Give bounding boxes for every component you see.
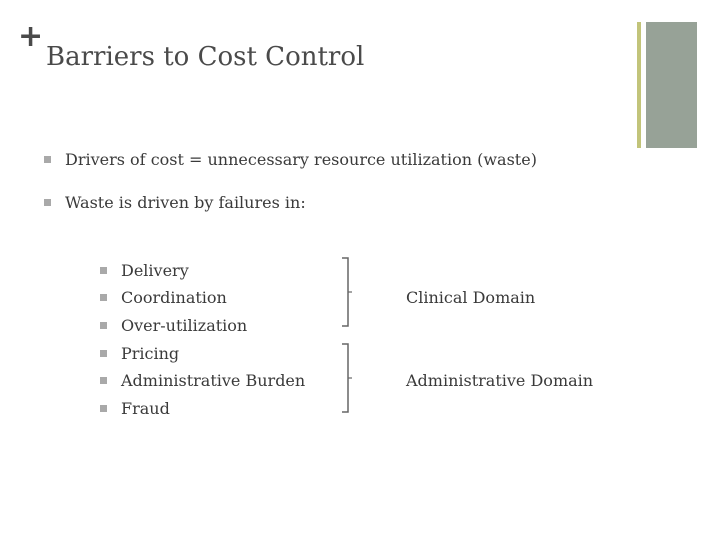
- bullet-square-icon: [100, 267, 107, 274]
- sub-bullet-delivery: [100, 261, 189, 280]
- clinical-domain-label: Clinical Domain: [406, 288, 536, 307]
- plus-icon: +: [18, 19, 44, 54]
- slide-title: Barriers to Cost Control: [46, 42, 365, 72]
- sub-bullet-text: Fraud: [121, 399, 170, 418]
- sub-bullet-text: Administrative Burden: [121, 371, 306, 390]
- bullet-square-icon: [44, 156, 51, 163]
- sub-bullet-text: Pricing: [121, 344, 180, 363]
- administrative-bracket-icon: [340, 342, 354, 414]
- sub-bullet-administrative-burden: [100, 371, 305, 390]
- sub-bullet-coordination: [100, 288, 227, 307]
- administrative-domain-label: Administrative Domain: [406, 371, 594, 390]
- bullet-waste-driven: [44, 193, 306, 212]
- bullet-square-icon: [44, 199, 51, 206]
- sub-bullet-over-utilization: [100, 316, 247, 335]
- bullet-text: Drivers of cost = unnecessary resource utilization (waste): [65, 150, 537, 169]
- accent-line: [637, 22, 641, 148]
- bullet-square-icon: [100, 322, 107, 329]
- bullet-drivers-of-cost: [44, 150, 537, 169]
- sub-bullet-text: Delivery: [121, 261, 189, 280]
- bullet-square-icon: [100, 294, 107, 301]
- sub-bullet-text: Over-utilization: [121, 316, 248, 335]
- clinical-bracket-icon: [340, 256, 354, 328]
- sub-bullet-fraud: [100, 399, 170, 418]
- sub-bullet-text: Coordination: [121, 288, 227, 307]
- accent-block: [646, 22, 697, 148]
- bullet-text: Waste is driven by failures in:: [65, 193, 306, 212]
- bullet-square-icon: [100, 350, 107, 357]
- bullet-square-icon: [100, 405, 107, 412]
- sub-bullet-pricing: [100, 344, 179, 363]
- bullet-square-icon: [100, 377, 107, 384]
